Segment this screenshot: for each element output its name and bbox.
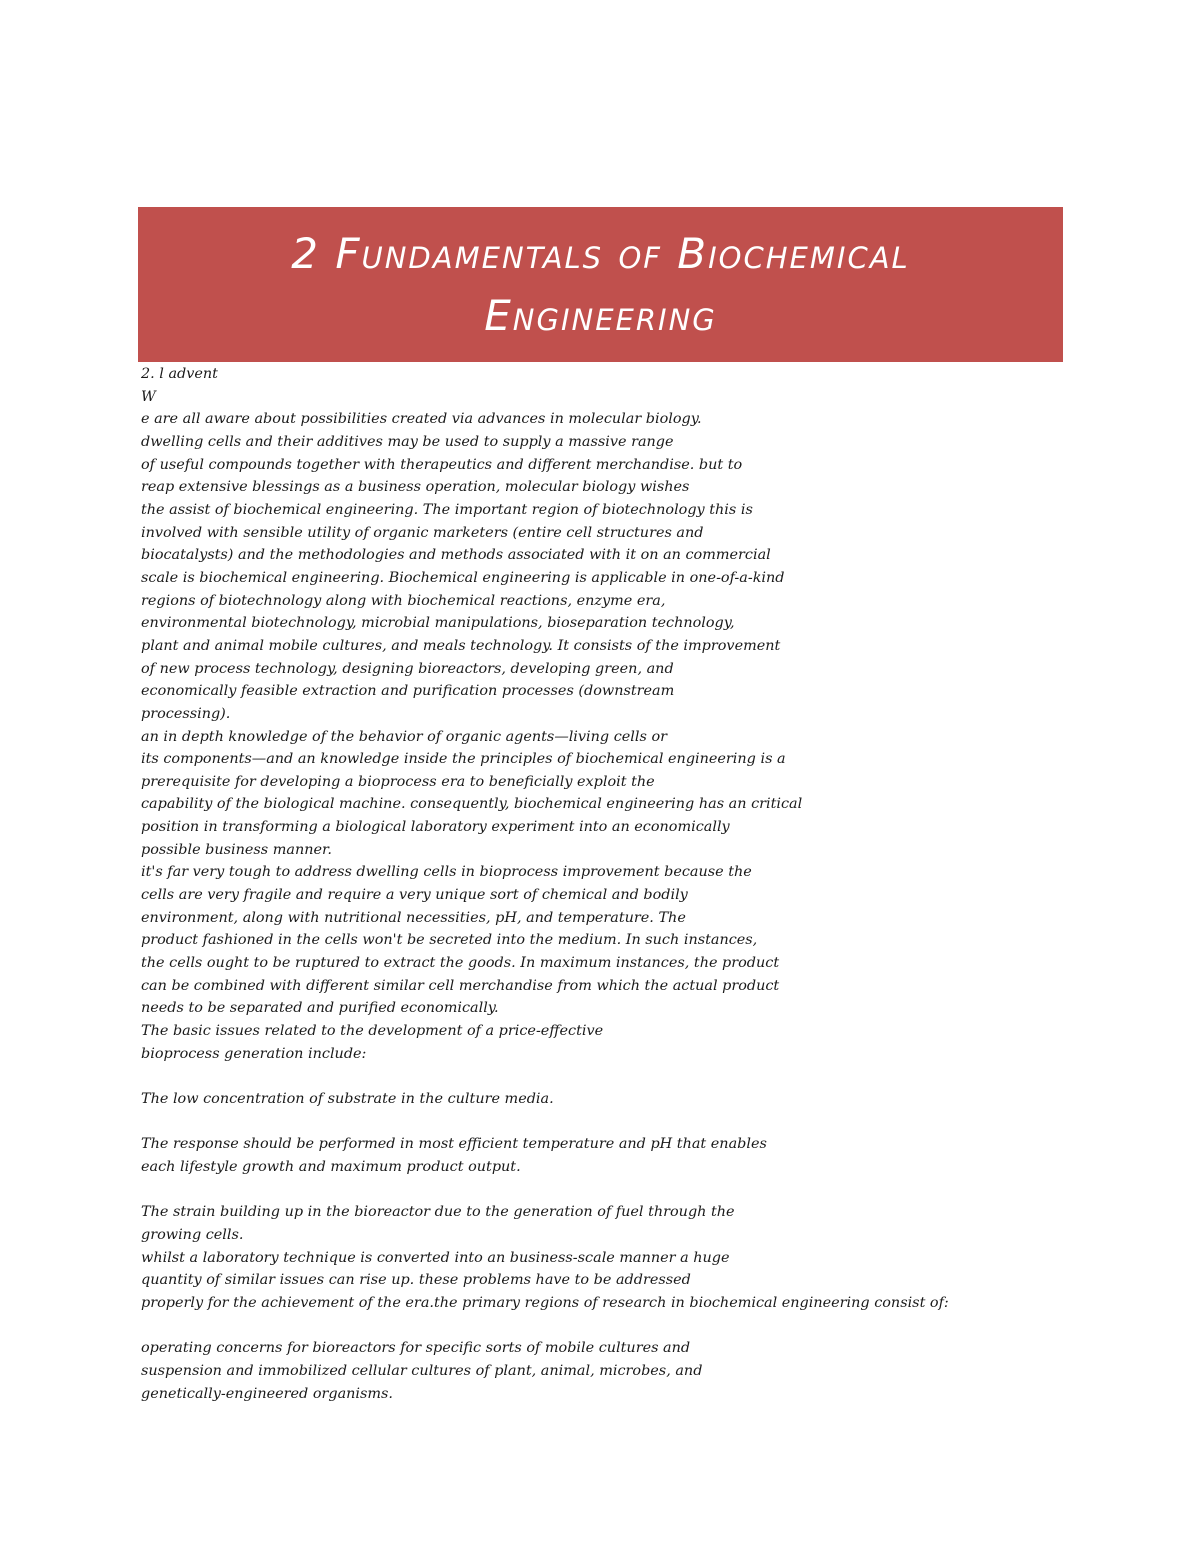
text-line: regions of biotechnology along with biochemical reactions, enzyme era, [141,592,666,609]
text-line: The strain building up in the bioreactor due to the generation of fuel through the [141,1204,735,1221]
text-line: environmental biotechnology, microbial manipulations, bioseparation technology, [141,615,735,632]
body-text [141,363,1041,1405]
text-line: economically feasible extraction and purification processes (downstream [141,683,675,700]
text-line [141,1065,1041,1088]
chapter-title-banner [138,207,1063,362]
text-line: genetically-engineered organisms. [141,1385,394,1402]
text-line: of useful compounds together with therapeutics and different merchandise. but to [141,456,743,473]
text-line: quantity of similar issues can rise up. these problems have to be addressed [141,1272,691,1289]
text-line [141,1179,1041,1202]
text-line [141,1315,1041,1338]
text-line: suspension and immobilized cellular cultures of plant, animal, microbes, and [141,1362,703,1379]
text-line: each lifestyle growth and maximum product output. [141,1158,521,1175]
text-line: The basic issues related to the development of a price-effective [141,1023,604,1040]
text-line: environment, along with nutritional necessities, pH, and temperature. The [141,909,686,926]
text-line: position in transforming a biological laboratory experiment into an economically [141,819,730,836]
text-line [141,1111,1041,1134]
text-line: dwelling cells and their additives may be used to supply a massive range [141,433,674,450]
text-line: it's far very tough to address dwelling cells in bioprocess improvement because the [141,864,752,881]
text-line: scale is biochemical engineering. Biochemical engineering is applicable in one-of-a-kind [141,569,785,586]
chapter-title-line-2: Engineering [484,290,717,340]
text-line: of new process technology, designing bioreactors, developing green, and [141,660,674,677]
text-line: 2. l advent [141,366,218,382]
text-line: cells are very fragile and require a very unique sort of chemical and bodily [141,887,688,904]
text-line: e are all aware about possibilities created via advances in molecular biology. [141,411,702,428]
text-line: W [141,388,156,405]
text-line: involved with sensible utility of organic marketers (entire cell structures and [141,524,704,541]
text-line: The low concentration of substrate in the culture media. [141,1091,554,1107]
text-line: bioprocess generation include: [141,1045,367,1062]
text-line: needs to be separated and purified economically. [141,1000,499,1017]
text-line: The response should be performed in most efficient temperature and pH that enables [141,1136,767,1153]
text-line: reap extensive blessings as a business operation, molecular biology wishes [141,479,690,496]
text-line: its components—and an knowledge inside the principles of biochemical engineering is a [141,751,786,768]
chapter-title-line-1: 2 Fundamentals of Biochemical [291,228,910,278]
text-line: possible business manner. [141,841,332,858]
text-line: growing cells. [141,1226,244,1243]
text-line: the assist of biochemical engineering. The important region of biotechnology this is [141,501,753,518]
text-line: operating concerns for bioreactors for specific sorts of mobile cultures and [141,1340,691,1357]
text-line: whilst a laboratory technique is converted into an business-scale manner a huge [141,1249,730,1266]
text-line: the cells ought to be ruptured to extract the goods. In maximum instances, the product [141,955,780,972]
text-line: plant and animal mobile cultures, and meals technology. It consists of the improvement [141,637,781,654]
text-line: biocatalysts) and the methodologies and methods associated with it on an commercial [141,547,771,564]
text-line: an in depth knowledge of the behavior of organic agents—living cells or [141,728,667,745]
text-line: processing). [141,705,231,722]
text-line: properly for the achievement of the era.the primary regions of research in biochemical engineering consist of: [141,1294,949,1311]
text-line: prerequisite for developing a bioprocess era to beneficially exploit the [141,773,655,790]
text-line: product fashioned in the cells won't be secreted into the medium. In such instances, [141,932,758,949]
text-line: capability of the biological machine. consequently, biochemical engineering has an critical [141,796,803,813]
text-line: can be combined with different similar cell merchandise from which the actual product [141,977,780,994]
